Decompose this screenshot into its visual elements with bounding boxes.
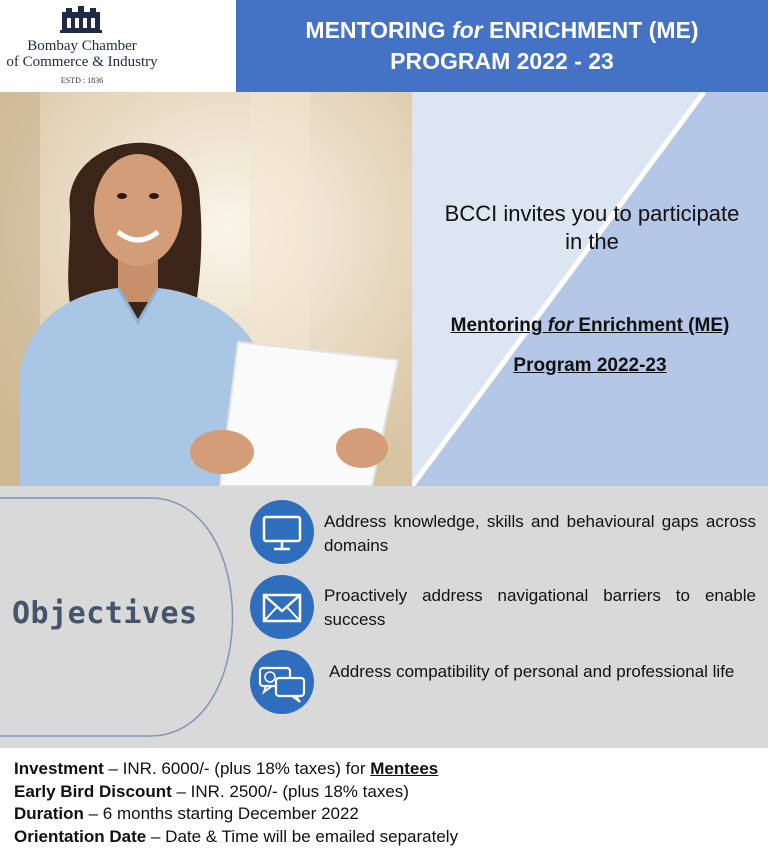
- objective-icon-3: [250, 650, 314, 714]
- monitor-icon: [250, 500, 314, 564]
- early-bird-text: – INR. 2500/- (plus 18% taxes): [176, 781, 409, 801]
- duration-text: – 6 months starting December 2022: [88, 804, 359, 823]
- invite-line1: BCCI invites you to participate: [444, 201, 740, 226]
- objective-icon-2: [250, 575, 314, 639]
- logo-name-line1: Bombay Chamber: [27, 38, 137, 54]
- hero-diagonal-panel: [412, 92, 768, 486]
- program-name-post: Enrichment (ME): [578, 315, 730, 336]
- invite-line2: in the: [565, 229, 619, 254]
- title-line2: PROGRAM 2022 - 23: [390, 48, 614, 74]
- orientation-label: Orientation Date: [14, 826, 147, 846]
- objective-icon-1: [250, 500, 314, 564]
- early-bird-label: Early Bird Discount: [14, 781, 172, 801]
- title-line1-post: ENRICHMENT (ME): [489, 17, 699, 43]
- logo-name-line2: of Commerce & Industry: [6, 54, 158, 70]
- early-bird-line: [14, 781, 768, 804]
- duration-line: [14, 803, 768, 826]
- logo-name: [0, 38, 164, 70]
- chat-bubbles-icon: [250, 650, 314, 714]
- program-year: Program 2022-23: [513, 355, 667, 376]
- program-name-italic: for: [547, 315, 574, 336]
- title-line1: [236, 15, 768, 46]
- bcci-logo: [0, 0, 236, 92]
- woman-with-document-photo: [0, 92, 412, 486]
- duration-label: Duration: [14, 804, 84, 823]
- objectives-section: [0, 486, 768, 748]
- envelope-icon: [250, 575, 314, 639]
- bcci-emblem-icon: [60, 6, 102, 34]
- objective-text-2: Proactively address navigational barriers to enable success: [324, 586, 756, 629]
- page-title: [236, 0, 768, 92]
- investment-target: Mentees: [370, 759, 439, 778]
- program-details: [0, 748, 768, 864]
- investment-text: – INR. 6000/- (plus 18% taxes) for: [108, 759, 366, 778]
- title-line1-italic: for: [451, 17, 483, 43]
- objectives-heading: Objectives: [12, 596, 198, 631]
- photo-illustration: [0, 92, 412, 486]
- investment-line: [14, 758, 768, 781]
- program-name: [420, 314, 760, 338]
- orientation-text: – Date & Time will be emailed separately: [150, 826, 459, 846]
- logo-estd: ESTD : 1836: [60, 76, 104, 85]
- investment-label: Investment: [14, 759, 104, 778]
- orientation-line: [14, 826, 768, 849]
- program-name-pre: Mentoring: [450, 315, 543, 336]
- title-line1-pre: MENTORING: [305, 17, 446, 43]
- objective-text-1: Address knowledge, skills and behavioural gaps across domains: [324, 512, 756, 555]
- hero-banner: [0, 92, 768, 486]
- objective-text-3: Address compatibility of personal and professional life: [329, 662, 735, 681]
- invite-text: [422, 200, 762, 256]
